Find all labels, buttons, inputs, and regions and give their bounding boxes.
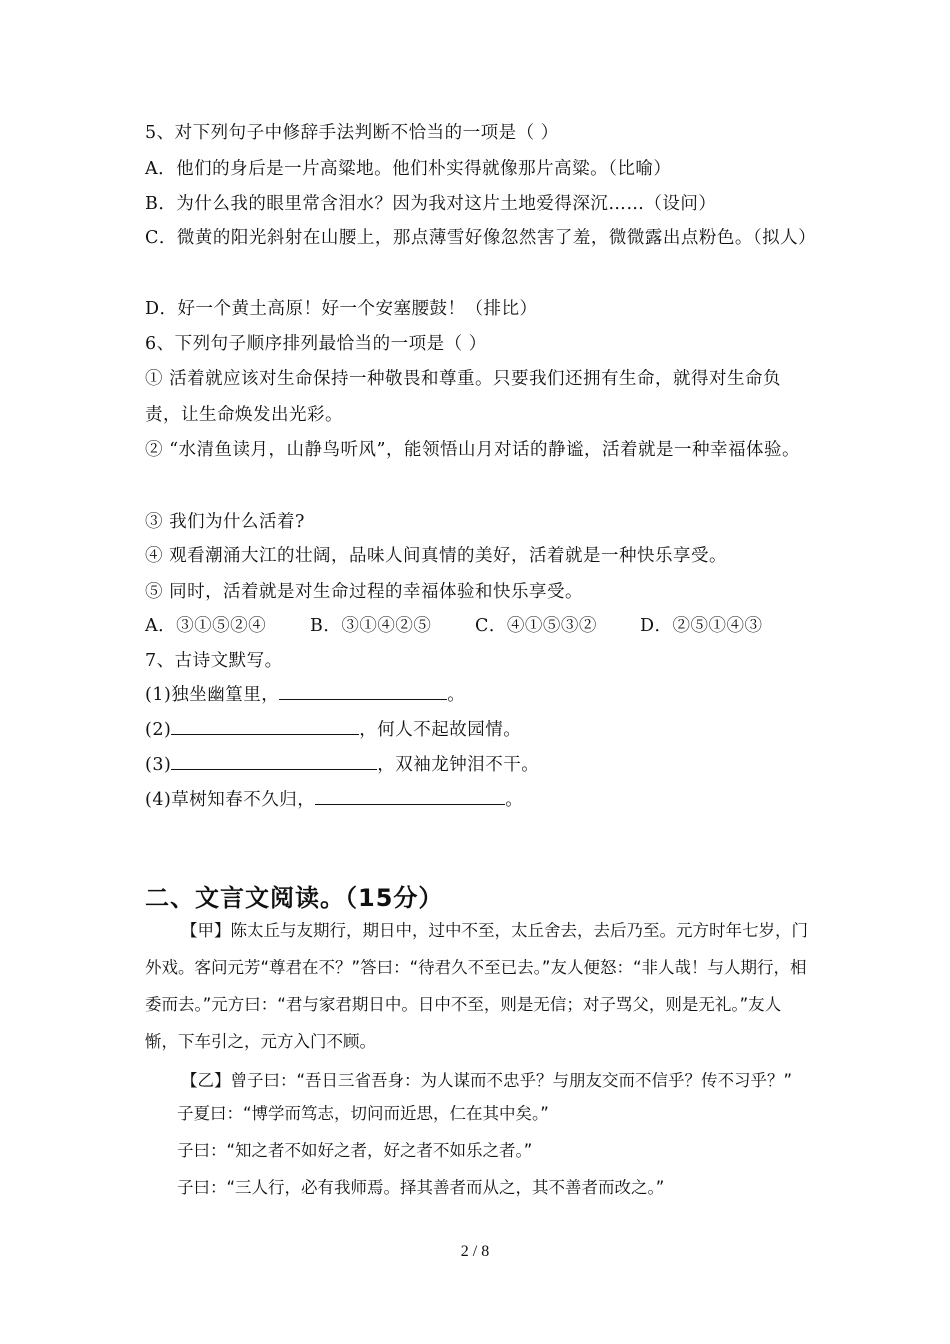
q6-options <box>145 614 763 638</box>
q7-blank-1[interactable] <box>279 683 447 700</box>
q5-stem: 5、对下列句子中修辞手法判断不恰当的一项是（ ） <box>145 123 559 143</box>
q6-option-c: C．④①⑤③② <box>475 616 597 636</box>
q6-sentence-3: ③ 我们为什么活着? <box>145 512 305 532</box>
q7-line-4-text: (4)草树知春不久归， <box>145 790 316 810</box>
q5-option-a: A．他们的身后是一片高粱地。他们朴实得就像那片高粱。（比喻） <box>145 159 672 179</box>
q7-blank-3[interactable] <box>171 753 377 770</box>
q6-sentence-2: ② “水清鱼读月，山静鸟听风”，能领悟山月对话的静谧，活着就是一种幸福体验。 <box>145 440 800 460</box>
q7-line-4-end: 。 <box>505 790 524 810</box>
section-heading: 二、文言文阅读。（15分） <box>145 884 444 912</box>
q6-stem: 6、下列句子顺序排列最恰当的一项是（ ） <box>145 334 487 354</box>
q7-line-3-num: (3) <box>145 755 172 775</box>
q7-line-1 <box>145 683 465 707</box>
q6-sentence-5: ⑤ 同时，活着就是对生命过程的幸福体验和快乐享受。 <box>145 582 584 602</box>
q7-line-4 <box>145 788 523 812</box>
page-number: 2 / 8 <box>460 1243 490 1260</box>
passage-yi-1: 【乙】曾子曰：“吾日三省吾身：为人谋而不忠乎？与朋友交而不信乎？传不习乎？” <box>181 1071 793 1090</box>
passage-jia: 【甲】陈太丘与友期行，期日中，过中不至，太丘舍去，去后乃至。元方时年七岁，门外戏。客问元芳“尊君在不？”答曰：“待君久不至已去。”友人便怒：“非人哉！与人期行，相委而去。”元方曰：“君与家君期日中。日中不至，则是无信；对子骂父，则是无礼。”友人惭，下车引之，元方入门不顾。 <box>145 921 808 1051</box>
q7-line-3-text: ，双袖龙钟泪不干。 <box>377 755 540 775</box>
passage-yi-3: 子曰：“知之者不如好之者，好之者不如乐之者。” <box>177 1141 533 1160</box>
passage-yi-2: 子夏曰：“博学而笃志，切问而近思，仁在其中矣。” <box>177 1104 549 1123</box>
q7-line-2 <box>145 718 521 742</box>
q7-line-1-end: 。 <box>447 685 466 705</box>
q6-option-a: A．③①⑤②④ <box>145 616 267 636</box>
q7-blank-2[interactable] <box>171 718 359 735</box>
passage-yi-4: 子曰：“三人行，必有我师焉。择其善者而从之，其不善者而改之。” <box>177 1178 665 1197</box>
q7-line-3 <box>145 753 539 777</box>
q7-line-2-num: (2) <box>145 720 172 740</box>
q6-option-b: B．③①④②⑤ <box>310 616 432 636</box>
q7-blank-4[interactable] <box>315 788 505 805</box>
q7-line-2-text: ，何人不起故园情。 <box>359 720 522 740</box>
q7-line-1-text: (1)独坐幽篁里， <box>145 685 280 705</box>
q5-option-d: D．好一个黄土高原！好一个安塞腰鼓！（排比） <box>145 299 538 319</box>
q5-option-b: B．为什么我的眼里常含泪水？因为我对这片土地爱得深沉……（设问） <box>145 194 717 214</box>
q6-sentence-1: ① 活着就应该对生命保持一种敬畏和尊重。只要我们还拥有生命，就得对生命负责，让生命焕发出光彩。 <box>145 369 782 425</box>
q6-option-d: D．②⑤①④③ <box>640 616 763 636</box>
q6-sentence-4: ④ 观看潮涌大江的壮阔，品味人间真情的美好，活着就是一种快乐享受。 <box>145 546 728 566</box>
q5-option-c: C．微黄的阳光斜射在山腰上，那点薄雪好像忽然害了羞，微微露出点粉色。（拟人） <box>145 228 817 248</box>
q7-stem: 7、古诗文默写。 <box>145 651 283 671</box>
